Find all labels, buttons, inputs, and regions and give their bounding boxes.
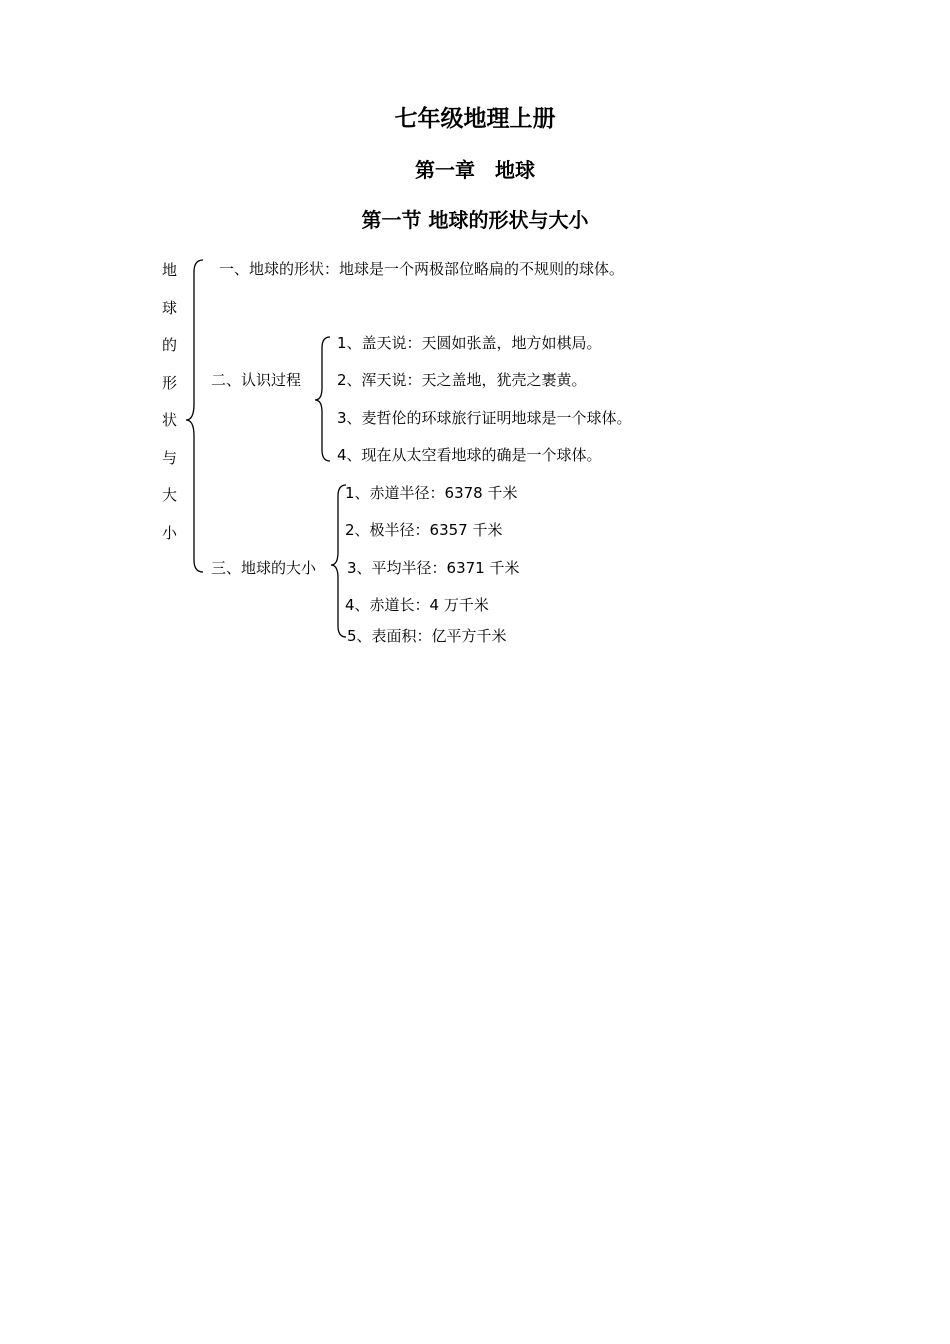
main-brace [186,260,203,572]
part-process-label: 二、认识过程 [211,371,302,389]
process-item: 1、盖天说：天圆如张盖，地方如棋局。 [337,334,602,352]
root-char: 形 [162,374,178,392]
root-char: 与 [162,449,178,467]
root-char: 大 [162,486,178,504]
process-item: 2、浑天说：天之盖地，犹壳之裹黄。 [337,371,587,389]
root-char: 小 [162,524,178,542]
chapter-heading: 第一章 地球 [415,158,535,182]
root-char: 球 [162,299,178,317]
process-item: 3、麦哲伦的环球旅行证明地球是一个球体。 [337,409,632,427]
size-item: 3、平均半径：6371 千米 [347,559,520,577]
size-item: 5、表面积：亿平方千米 [347,627,507,645]
size-item: 1、赤道半径：6378 千米 [345,484,518,502]
size-item: 2、极半径：6357 千米 [345,521,503,539]
root-char: 状 [162,411,178,429]
process-item: 4、现在从太空看地球的确是一个球体。 [337,446,602,464]
part-size-label: 三、地球的大小 [211,559,317,577]
root-char: 地 [162,261,178,279]
document-title: 七年级地理上册 [394,106,556,132]
size-brace [331,485,346,637]
part-shape: 一、地球的形状：地球是一个两极部位略扁的不规则的球体。 [219,260,625,278]
size-item: 4、赤道长：4 万千米 [345,596,489,614]
root-char: 的 [162,336,178,354]
process-brace [315,337,330,461]
section-heading: 第一节 地球的形状与大小 [361,208,589,232]
